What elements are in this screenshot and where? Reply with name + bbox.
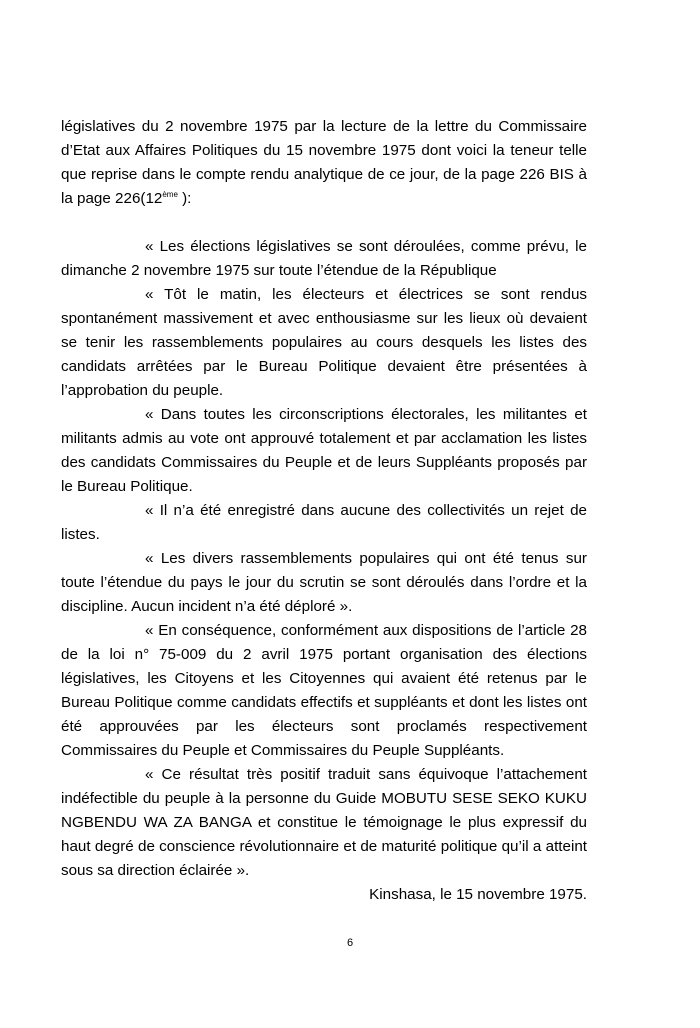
- place-date: Kinshasa, le 15 novembre 1975.: [369, 886, 587, 903]
- intro-text: législatives du 2 novembre 1975 par la lecture de la lettre du Commissaire d’Etat aux Affaires Politiques du 15 novembre 1975 dont voici la teneur telle que reprise dans le compte rendu analytique de ce jour, de la page 226 BIS à la page 226(12: [61, 118, 587, 207]
- intro-paragraph: [61, 115, 587, 211]
- intro-superscript: ème: [162, 190, 178, 199]
- quote-paragraph-5: « Les divers rassemblements populaires qui ont été tenus sur toute l’étendue du pays le jour du scrutin se sont déroulés dans l’ordre et la discipline. Aucun incident n’a été déploré ».: [61, 550, 587, 615]
- quote-paragraph-7: « Ce résultat très positif traduit sans équivoque l’attachement indéfectible du peuple à la personne du Guide MOBUTU SESE SEKO KUKU NGBENDU WA ZA BANGA et constitue le témoignage le plus expressif du haut degré de conscience révolutionnaire et de maturité politique qu’il a atteint sous sa direction éclairée ».: [61, 766, 587, 879]
- quote-paragraph-2: « Tôt le matin, les électeurs et électrices se sont rendus spontanément massivement et avec enthousiasme sur les lieux où devaient se tenir les rassemblements populaires au cours desquels les listes des candidats arrêtées par le Bureau Politique devaient être présentées à l’approbation du peuple.: [61, 286, 587, 399]
- page-number: 6: [346, 937, 354, 949]
- quote-paragraph-6: « En conséquence, conformément aux dispositions de l’article 28 de la loi n° 75-009 du 2 avril 1975 portant organisation des élections législatives, les Citoyens et les Citoyennes qui avaient été retenus par le Bureau Politique comme candidats effectifs et suppléants et dont les listes ont été approuvées par les électeurs sont proclamés respectivement Commissaires du Peuple et Commissaires du Peuple Suppléants.: [61, 622, 587, 759]
- document-body: [61, 115, 587, 907]
- quote-paragraph-1: « Les élections législatives se sont déroulées, comme prévu, le dimanche 2 novembre 1975 sur toute l’étendue de la République: [61, 238, 587, 279]
- intro-suffix: ):: [177, 190, 192, 207]
- quote-paragraph-4: « Il n’a été enregistré dans aucune des collectivités un rejet de listes.: [61, 502, 587, 543]
- quote-paragraph-3: « Dans toutes les circonscriptions électorales, les militantes et militants admis au vote ont approuvé totalement et par acclamation les listes des candidats Commissaires du Peuple et de leurs Suppléants proposés par le Bureau Politique.: [61, 406, 587, 495]
